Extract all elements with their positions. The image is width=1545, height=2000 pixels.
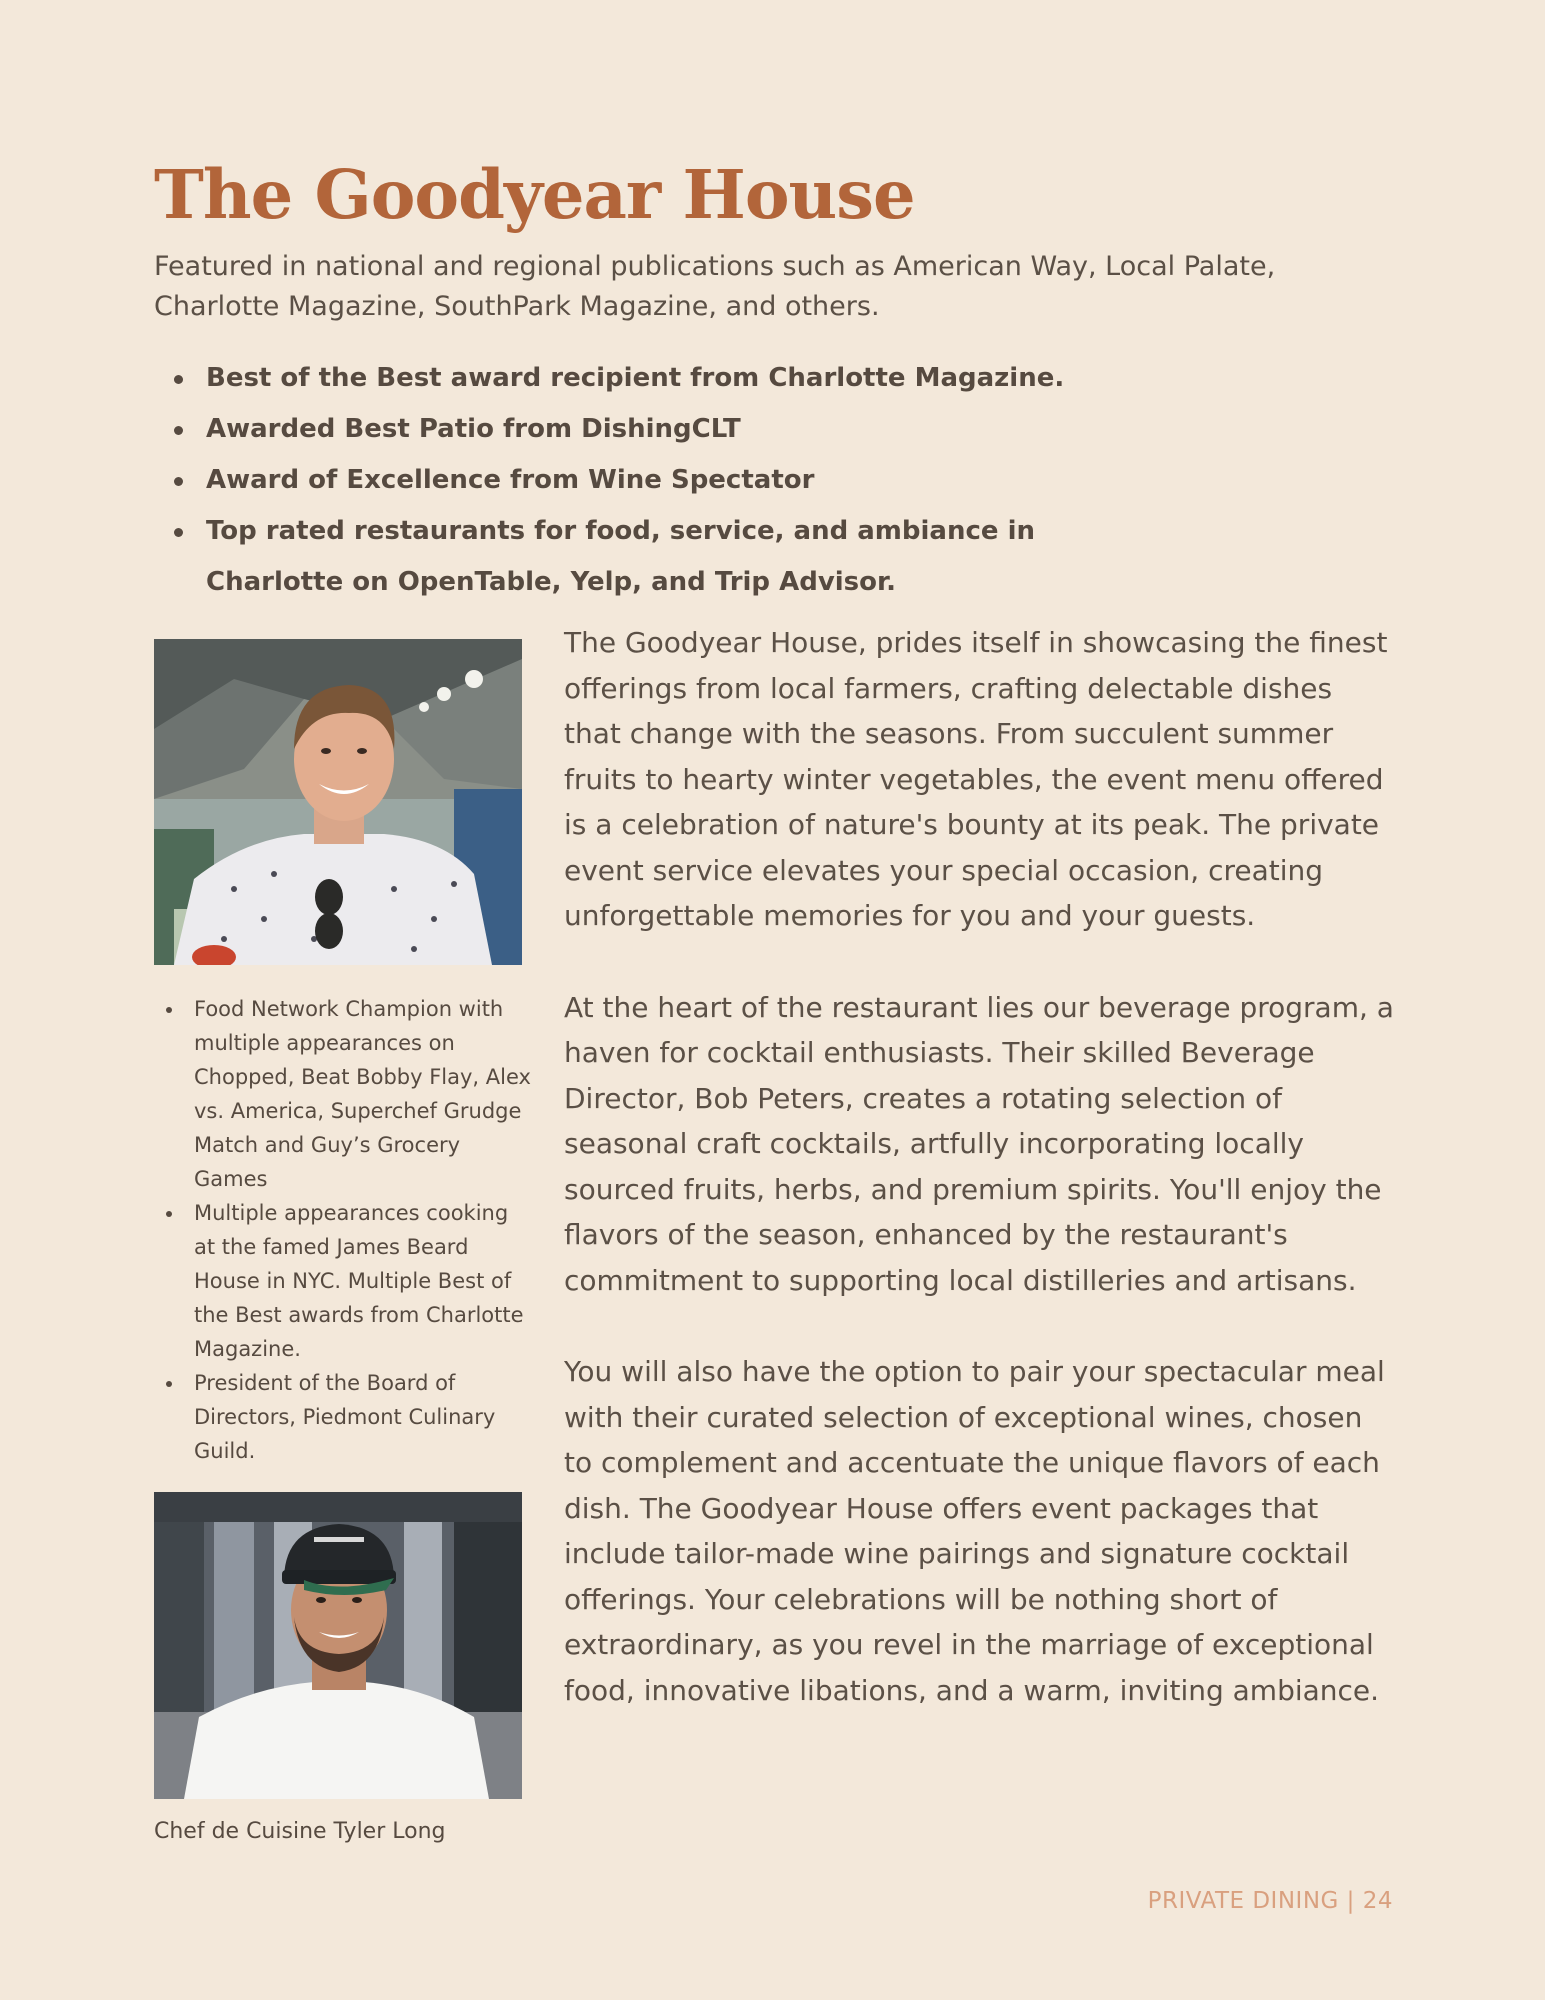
bio-item: Multiple appearances cooking at the famed James Beard House in NYC. Multiple Best of the Best awards from Charlotte Magazine.: [154, 1196, 534, 1366]
body-paragraph: At the heart of the restaurant lies our beverage program, a haven for cocktail enthusiasts. Their skilled Beverage Director, Bob Peters, creates a rotating selection of seasonal craft cocktails, artfully incorporating locally sourced fruits, herbs, and premium spirits. You'll enjoy the flavors of the season, enhanced by the restaurant's commitment to supporting local distilleries and artisans.: [564, 990, 1394, 1297]
award-item: Awarded Best Patio from DishingCLT: [154, 404, 1174, 455]
chef-bio-list: [154, 992, 534, 1468]
chef-caption: Chef de Cuisine Tyler Long: [154, 1819, 446, 1844]
chef-photo-portrait: [154, 1492, 522, 1799]
chef-photo-market: [154, 639, 522, 965]
page-footer: PRIVATE DINING | 24: [1147, 1888, 1393, 1914]
intro-text: Featured in national and regional publications such as American Way, Local Palate, Charlotte Magazine, SouthPark Magazine, and others.: [154, 251, 1276, 322]
award-item: Top rated restaurants for food, service, and ambiance in Charlotte on OpenTable, Yelp, and Trip Advisor.: [154, 506, 1174, 608]
page-title: The Goodyear House: [154, 155, 915, 234]
award-item: Award of Excellence from Wine Spectator: [154, 455, 1174, 506]
awards-list: [154, 353, 1174, 608]
body-column: [564, 620, 1394, 1759]
body-paragraph: The Goodyear House, prides itself in showcasing the finest offerings from local farmers, crafting delectable dishes that change with the seasons. From succulent summer fruits to hearty winter vegetables, the event menu offered is a celebration of nature's bounty at its peak. The private event service elevates your special occasion, creating unforgettable memories for you and your guests.: [564, 626, 1388, 932]
body-paragraph: You will also have the option to pair your spectacular meal with their curated selection of exceptional wines, chosen to complement and accentuate the unique flavors of each dish. The Goodyear House offers event packages that include tailor-made wine pairings and signature cocktail offerings. Your celebrations will be nothing short of extraordinary, as you revel in the marriage of exceptional food, innovative libations, and a warm, inviting ambiance.: [564, 1355, 1385, 1707]
bio-item: Food Network Champion with multiple appearances on Chopped, Beat Bobby Flay, Alex vs. America, Superchef Grudge Match and Guy’s Grocery Games: [154, 992, 534, 1196]
bio-item: President of the Board of Directors, Piedmont Culinary Guild.: [154, 1366, 534, 1468]
award-item: Best of the Best award recipient from Charlotte Magazine.: [154, 353, 1174, 404]
